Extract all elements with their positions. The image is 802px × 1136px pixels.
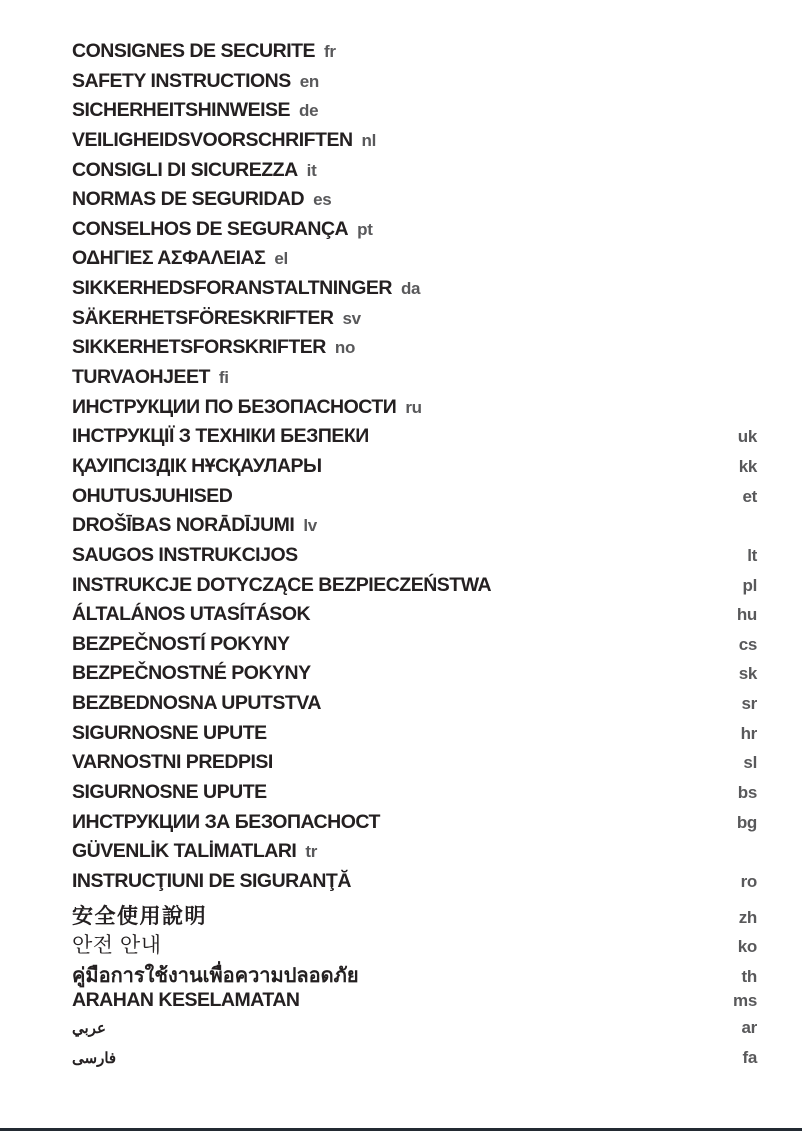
- language-title: SÄKERHETSFÖRESKRIFTER: [72, 306, 334, 329]
- language-code: fi: [218, 368, 229, 388]
- language-entry-sv: [72, 307, 757, 337]
- language-entry-lv: [72, 514, 757, 544]
- language-title: 안전 안내: [72, 934, 162, 958]
- language-code: ru: [405, 397, 422, 417]
- language-entry-pt: [72, 218, 757, 248]
- language-entry-ms: [72, 989, 757, 1019]
- language-code: ar: [741, 1018, 757, 1038]
- language-title: ҚАУІПСІЗДІК НҰСҚАУЛАРЫ: [72, 454, 322, 477]
- language-entry-hr: [72, 722, 757, 752]
- language-title: عربي: [72, 1020, 106, 1038]
- language-entry-no: [72, 336, 757, 366]
- language-title: SIKKERHEDSFORANSTALTNINGER: [72, 277, 392, 300]
- language-code: th: [741, 966, 757, 986]
- language-entry-bs: [72, 781, 757, 811]
- language-entry-en: [72, 70, 757, 100]
- language-title: SAFETY INSTRUCTIONS: [72, 69, 291, 92]
- language-entry-es: [72, 188, 757, 218]
- language-toc: [72, 40, 757, 1077]
- language-entry-fi: [72, 366, 757, 396]
- language-title: BEZBEDNOSNA UPUTSTVA: [72, 692, 321, 715]
- language-code: no: [334, 338, 356, 358]
- language-code: it: [306, 160, 317, 180]
- language-title: SIKKERHETSFORSKRIFTER: [72, 336, 326, 359]
- language-code: tr: [305, 842, 318, 862]
- language-title: DROŠĪBAS NORĀDĪJUMI: [72, 514, 295, 537]
- language-entry-it: [72, 159, 757, 189]
- language-code: nl: [361, 130, 377, 150]
- language-title: ΟΔΗΓΙΕΣ ΑΣΦΑΛΕΙΑΣ: [72, 247, 266, 270]
- language-entry-el: [72, 247, 757, 277]
- language-title: VARNOSTNI PREDPISI: [72, 751, 273, 774]
- language-title: SAUGOS INSTRUKCIJOS: [72, 543, 298, 566]
- language-entry-pl: [72, 574, 757, 604]
- page-bottom-rule: [0, 1128, 802, 1131]
- language-code: da: [400, 279, 421, 299]
- language-title: OHUTUSJUHISED: [72, 484, 233, 507]
- language-entry-hu: [72, 603, 757, 633]
- language-code: pl: [742, 575, 757, 595]
- language-code: sv: [342, 308, 361, 328]
- language-code: pt: [357, 219, 373, 239]
- language-code: sk: [738, 664, 757, 684]
- language-entry-fa: [72, 1048, 757, 1078]
- language-code: uk: [737, 427, 757, 447]
- language-title: ІНСТРУКЦІЇ З ТЕХНІКИ БЕЗПЕКИ: [72, 425, 369, 448]
- language-entry-kk: [72, 455, 757, 485]
- language-title: GÜVENLİK TALİMATLARI: [72, 840, 297, 863]
- language-code: hr: [740, 723, 757, 743]
- language-entry-sk: [72, 662, 757, 692]
- language-entry-uk: [72, 425, 757, 455]
- language-title: BEZPEČNOSTÍ POKYNY: [72, 632, 290, 655]
- language-code: sr: [741, 694, 757, 714]
- language-entry-ru: [72, 396, 757, 426]
- language-title: BEZPEČNOSTNÉ POKYNY: [72, 662, 311, 685]
- language-entry-de: [72, 99, 757, 129]
- language-code: kk: [738, 456, 757, 476]
- language-entry-cs: [72, 633, 757, 663]
- language-title: INSTRUCŢIUNI DE SIGURANŢĂ: [72, 869, 351, 892]
- language-code: es: [313, 190, 332, 210]
- language-code: hu: [736, 605, 757, 625]
- language-entry-lt: [72, 544, 757, 574]
- language-title: CONSELHOS DE SEGURANÇA: [72, 217, 349, 240]
- language-entry-nl: [72, 129, 757, 159]
- language-code: ms: [733, 990, 757, 1010]
- language-entry-ko: [72, 929, 757, 959]
- language-title: TURVAOHJEET: [72, 366, 210, 389]
- language-entry-tr: [72, 840, 757, 870]
- language-title: ИНСТРУКЦИИ ПО БЕЗОПАСНОСТИ: [72, 395, 397, 418]
- language-code: bs: [737, 783, 757, 803]
- language-code: sl: [743, 753, 757, 773]
- language-title: فارسی: [72, 1049, 117, 1067]
- language-title: CONSIGNES DE SECURITE: [72, 40, 316, 62]
- language-code: lt: [747, 545, 757, 565]
- language-code: fa: [742, 1047, 757, 1067]
- language-entry-bg: [72, 811, 757, 841]
- language-title: ARAHAN KESELAMATAN: [72, 988, 300, 1011]
- language-entry-et: [72, 485, 757, 515]
- language-entry-zh: [72, 900, 757, 930]
- language-code: en: [299, 71, 319, 91]
- language-code: et: [742, 486, 757, 506]
- language-title: คู่มือการใช้งานเพื่อความปลอดภัย: [72, 964, 359, 987]
- language-code: de: [299, 101, 319, 121]
- language-title: SIGURNOSNE UPUTE: [72, 721, 267, 744]
- language-code: zh: [738, 907, 757, 927]
- language-entry-th: [72, 959, 757, 989]
- language-entry-fr: [72, 40, 757, 70]
- language-title: INSTRUKCJE DOTYCZĄCE BEZPIECZEŃSTWA: [72, 573, 492, 596]
- language-code: el: [274, 249, 288, 269]
- language-code: ro: [740, 871, 757, 891]
- language-title: ИНСТРУКЦИИ ЗА БЕЗОПАСНОСТ: [72, 810, 380, 833]
- language-entry-ar: [72, 1018, 757, 1048]
- language-code: fr: [324, 42, 336, 61]
- language-code: cs: [738, 634, 757, 654]
- language-entry-ro: [72, 870, 757, 900]
- language-code: lv: [303, 516, 317, 536]
- language-entry-sl: [72, 751, 757, 781]
- language-title: ÁLTALÁNOS UTASÍTÁSOK: [72, 603, 311, 626]
- language-entry-da: [72, 277, 757, 307]
- language-title: SIGURNOSNE UPUTE: [72, 781, 267, 804]
- language-title: SICHERHEITSHINWEISE: [72, 99, 291, 122]
- language-title: 安全使用說明: [72, 904, 207, 928]
- language-title: CONSIGLI DI SICUREZZA: [72, 158, 298, 181]
- language-entry-sr: [72, 692, 757, 722]
- language-code: bg: [736, 812, 757, 832]
- language-code: ko: [737, 937, 757, 957]
- language-title: VEILIGHEIDSVOORSCHRIFTEN: [72, 128, 353, 151]
- language-title: NORMAS DE SEGURIDAD: [72, 188, 305, 211]
